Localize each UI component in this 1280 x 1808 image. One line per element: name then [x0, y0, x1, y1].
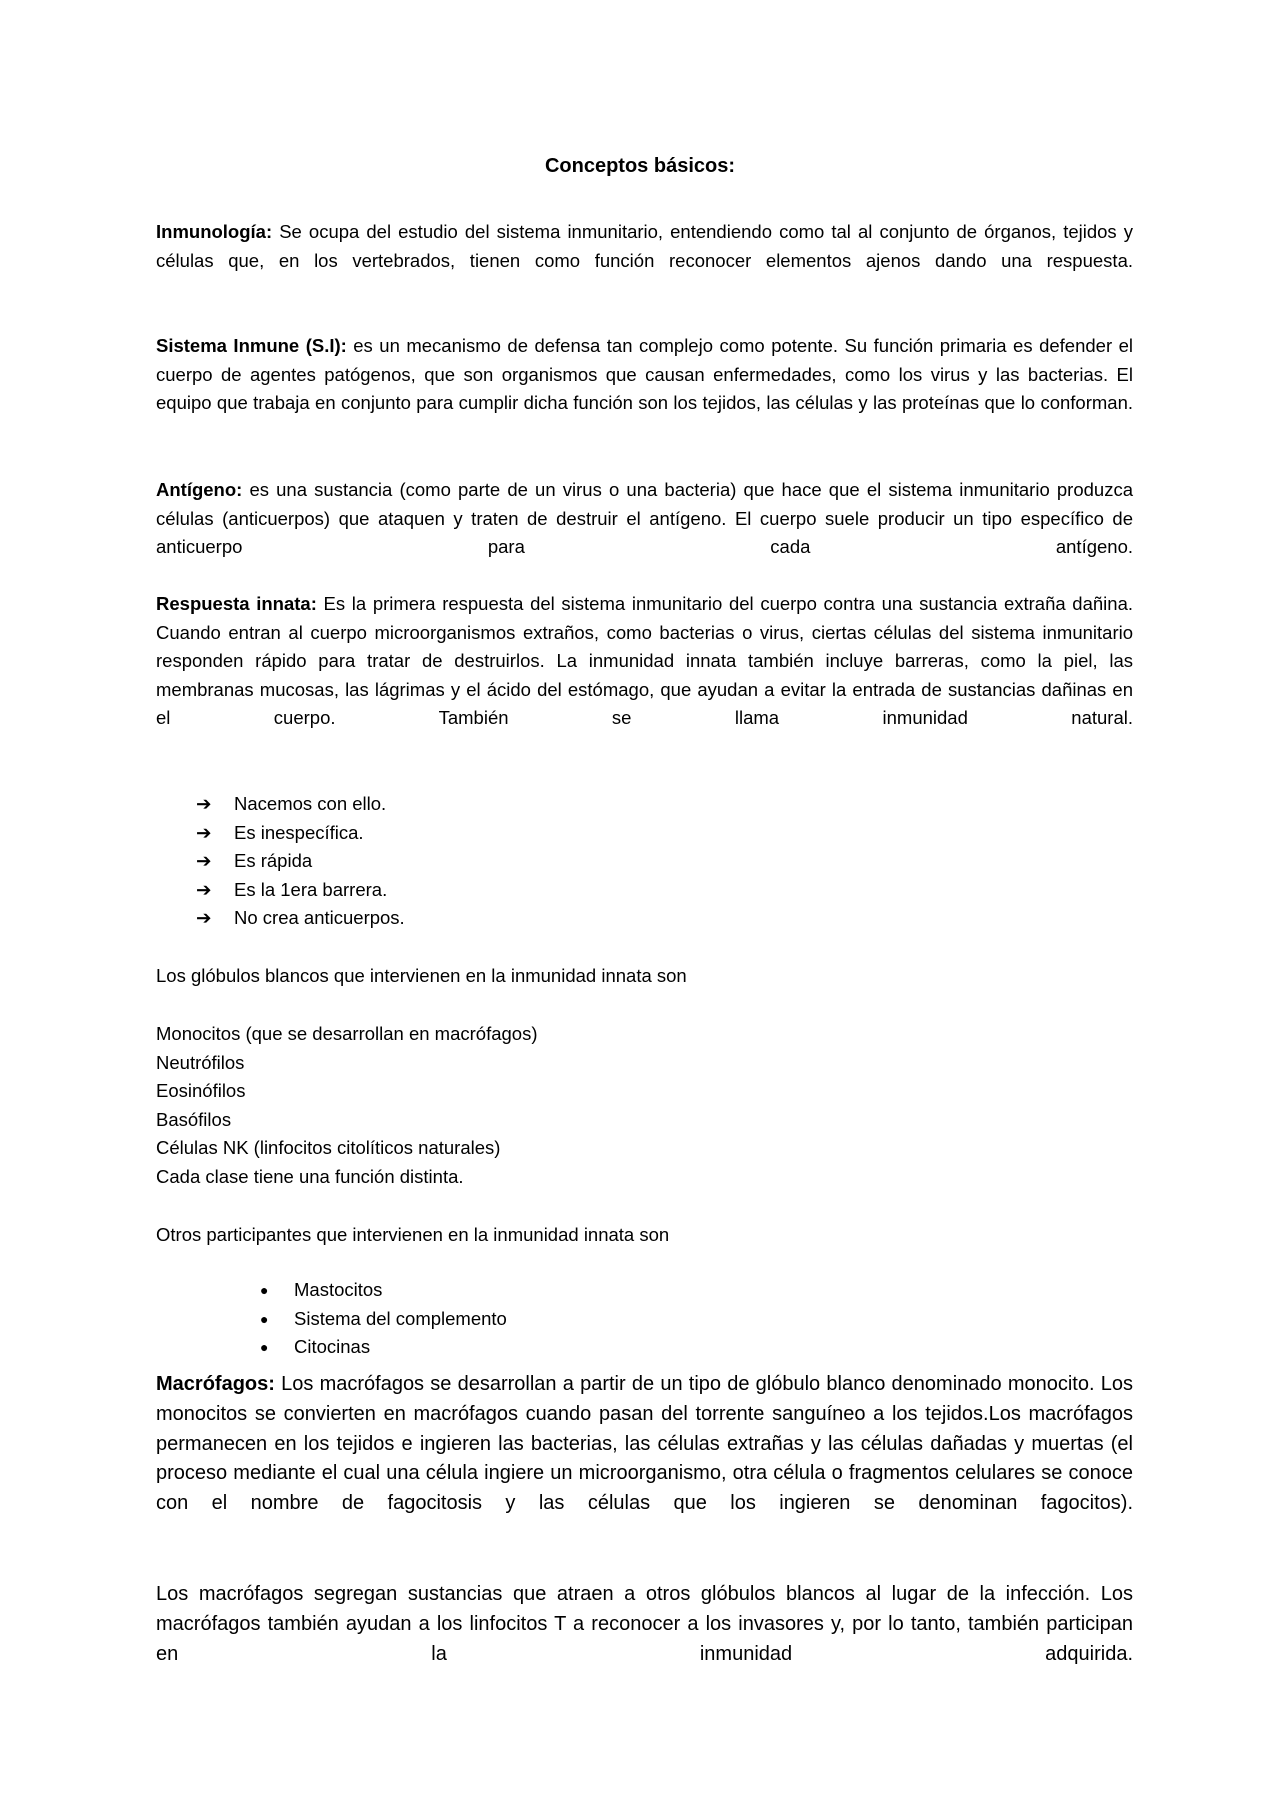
paragraph-inmunologia	[156, 218, 1133, 304]
term: Respuesta innata:	[156, 593, 317, 614]
paragraph-respuesta-innata	[156, 590, 1133, 762]
list-item-text: Nacemos con ello.	[234, 793, 387, 814]
list-item-text: Citocinas	[294, 1336, 371, 1358]
list-item: Neutrófilos	[156, 1051, 245, 1073]
list-item	[156, 904, 1133, 933]
arrow-list	[156, 790, 1133, 933]
list-item: Monocitos (que se desarrollan en macrófagos)	[156, 1023, 538, 1044]
list-item: Basófilos	[156, 1108, 232, 1130]
definition: es una sustancia (como parte de un virus o una bacteria) que hace que el sistema inmunitario produzca células (anticuerpos) que ataquen y traten de destruir el antígeno. El cuerpo suele producir un tipo específico de anticuerpo para cada antígeno.	[156, 479, 1133, 558]
paragraph-antigeno	[156, 476, 1133, 590]
otros-list	[156, 1276, 1133, 1362]
arrow-right-icon: ➔	[196, 850, 212, 872]
otros-intro: Otros participantes que intervienen en la inmunidad innata son	[156, 1224, 670, 1245]
arrow-right-icon: ➔	[196, 793, 212, 814]
list-item	[156, 1305, 1133, 1334]
definition: Se ocupa del estudio del sistema inmunitario, entendiendo como tal al conjunto de órganos, tejidos y células que, en los vertebrados, tienen como función reconocer elementos ajenos dando una respuesta.	[156, 221, 1133, 271]
arrow-right-icon: ➔	[196, 878, 212, 900]
term: Sistema Inmune (S.I):	[156, 335, 347, 356]
list-item	[156, 819, 1133, 848]
list-item	[156, 1276, 1133, 1305]
paragraph-macrofagos-2	[156, 1580, 1133, 1699]
globulos-intro: Los glóbulos blancos que intervienen en la inmunidad innata son	[156, 965, 687, 986]
arrow-right-icon: ➔	[196, 821, 212, 843]
list-item-text: Es la 1era barrera.	[234, 878, 388, 900]
term: Antígeno:	[156, 479, 243, 500]
list-item-text: Es rápida	[234, 850, 313, 872]
list-item-text: Sistema del complemento	[294, 1307, 507, 1329]
term: Macrófagos:	[156, 1373, 275, 1395]
list-item-text: Es inespecífica.	[234, 821, 364, 843]
list-item-text: Mastocitos	[294, 1279, 383, 1300]
list-item	[156, 876, 1133, 905]
paragraph-sistema-inmune	[156, 332, 1133, 446]
term: Inmunología:	[156, 221, 273, 242]
list-item	[156, 790, 1133, 819]
list-item-text: No crea anticuerpos.	[234, 907, 405, 929]
definition: Los macrófagos se desarrollan a partir de un tipo de glóbulo blanco denominado monocito. Los monocitos se convierten en macrófagos cuando pasan del torrente sanguíneo a los tejidos.Los macrófagos permanecen en los tejidos e ingieren las bacterias, las células extrañas y las células dañadas y muertas (el proceso mediante el cual una célula ingiere un microorganismo, otra célula o fragmentos celulares se conoce con el nombre de fagocitosis y las células que los ingieren se denominan fagocitos).	[156, 1373, 1133, 1515]
arrow-right-icon: ➔	[196, 907, 212, 929]
paragraph-text: Los macrófagos segregan sustancias que atraen a otros glóbulos blancos al lugar de la infección. Los macrófagos también ayudan a los linfocitos T a reconocer a los invasores y, por lo tanto, también participan en la inmunidad adquirida.	[156, 1583, 1133, 1665]
bullet-icon: ●	[260, 1282, 269, 1298]
bullet-icon: ●	[260, 1339, 269, 1356]
page-title: Conceptos básicos:	[544, 155, 736, 177]
globulos-list	[156, 1020, 1133, 1192]
paragraph-macrofagos	[156, 1370, 1133, 1549]
definition: es un mecanismo de defensa tan complejo como potente. Su función primaria es defender el cuerpo de agentes patógenos, que son organismos que causan enfermedades, como los virus y las bacterias. El equipo que trabaja en conjunto para cumplir dicha función son los tejidos, las células y las proteínas que lo conforman.	[156, 335, 1133, 414]
list-item: Cada clase tiene una función distinta.	[156, 1165, 464, 1187]
list-item: Eosinófilos	[156, 1080, 246, 1102]
list-item: Células NK (linfocitos citolíticos naturales)	[156, 1137, 501, 1159]
list-item	[156, 1333, 1133, 1362]
definition: Es la primera respuesta del sistema inmunitario del cuerpo contra una sustancia extraña dañina. Cuando entran al cuerpo microorganismos extraños, como bacterias o virus, ciertas células del sistema inmunitario responden rápido para tratar de destruirlos. La inmunidad innata también incluye barreras, como la piel, las membranas mucosas, las lágrimas y el ácido del estómago, que ayudan a evitar la entrada de sustancias dañinas en el cuerpo. También se llama inmunidad natural.	[156, 593, 1133, 729]
list-item	[156, 847, 1133, 876]
bullet-icon: ●	[260, 1310, 269, 1327]
